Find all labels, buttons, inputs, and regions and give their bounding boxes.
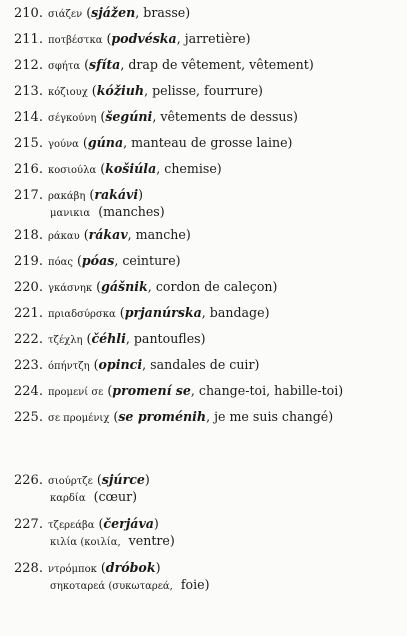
meaning: drap de vêtement, vêtement <box>128 57 309 72</box>
transliteration: kóžiuh <box>96 83 145 98</box>
entry-number: 220. <box>14 280 43 295</box>
entry-number: 218. <box>14 228 43 243</box>
entry-number: 216. <box>14 162 43 177</box>
entry-223: 223. όπήντζη (opinci, sandales de cuir) <box>14 357 260 373</box>
sub-line <box>14 490 401 506</box>
greek-word: τζέχλη <box>48 335 83 346</box>
entry-218: 218. ράκαυ (rákav, manche) <box>14 227 191 243</box>
entry-number: 212. <box>14 58 43 73</box>
transliteration: opinci <box>98 357 143 372</box>
entry-number: 214. <box>14 110 43 125</box>
sub-line <box>14 534 401 550</box>
greek-word: σε προμένιχ <box>48 413 110 424</box>
greek-word: ντρόμποκ <box>48 564 97 575</box>
entry-number: 228. <box>14 561 43 576</box>
entry-number: 226. <box>14 473 43 488</box>
greek-word: σιάζεν <box>48 9 83 20</box>
entry-number: 221. <box>14 306 43 321</box>
entry-221: 221. πριαδσύρσκα (prjanúrska, bandage) <box>14 305 270 321</box>
meaning: je me suis changé <box>214 409 329 424</box>
entry-210: 210. σιάζεν (sjážen, brasse) <box>14 5 191 21</box>
greek-gloss: κιλία (κοιλία, <box>50 537 121 548</box>
entry-number: 224. <box>14 384 43 399</box>
entry-227: 227. τζερεάβα (čerjáva) κιλία (κοιλία, ventre) <box>14 516 401 550</box>
entry-226: 226. σιούρτζε (sjúrce) καρδία (cœur) <box>14 472 401 506</box>
greek-word: γκάσνηκ <box>48 283 93 294</box>
greek-word: ποτβέστκα <box>48 35 103 46</box>
transliteration: gúna <box>87 135 124 150</box>
entry-number: 225. <box>14 410 43 425</box>
greek-word: κοσιούλα <box>48 165 97 176</box>
meaning: ceinture <box>122 253 176 268</box>
entry-222: 222. τζέχλη (čéhli, pantoufles) <box>14 331 206 347</box>
transliteration: sjážen <box>91 5 136 20</box>
entry-number: 213. <box>14 84 43 99</box>
entry-number: 215. <box>14 136 43 151</box>
entry-220: 220. γκάσνηκ (gášnik, cordon de caleçon) <box>14 279 278 295</box>
transliteration: rakávi <box>94 187 139 202</box>
greek-word: ρακάβη <box>48 191 86 202</box>
greek-word: κόζιουχ <box>48 87 88 98</box>
transliteration: gášnik <box>101 279 148 294</box>
greek-word: τζερεάβα <box>48 520 95 531</box>
entry-228: 228. ντρόμποκ (dróbok) σηκοταρεά (συκωταρεά, foie) <box>14 560 401 594</box>
entry-number: 223. <box>14 358 43 373</box>
greek-word: γούνα <box>48 139 79 150</box>
transliteration: šegúni <box>105 109 153 124</box>
meaning: change-toi, habille-toi <box>198 383 339 398</box>
meaning: cordon de caleçon <box>155 279 273 294</box>
greek-gloss: σηκοταρεά (συκωταρεά, <box>50 581 173 592</box>
greek-word: προμενί σε <box>48 387 104 398</box>
transliteration: čéhli <box>91 331 126 346</box>
gloss-text: foie) <box>180 577 210 592</box>
greek-word: πριαδσύρσκα <box>48 309 116 320</box>
meaning: manteau de grosse laine <box>131 135 288 150</box>
entry-215: 215. γούνα (gúna, manteau de grosse laine) <box>14 135 293 151</box>
entry-number: 217. <box>14 188 43 203</box>
entry-216: 216. κοσιούλα (košiúla, chemise) <box>14 161 222 177</box>
transliteration: rákav <box>88 227 128 242</box>
entry-number: 219. <box>14 254 43 269</box>
meaning: sandales de cuir <box>150 357 255 372</box>
greek-word: σέγκούνη <box>48 113 97 124</box>
transliteration: promení se <box>112 383 191 398</box>
greek-word: πόας <box>48 257 73 268</box>
greek-gloss: καρδία <box>50 493 86 504</box>
greek-word: σιούρτζε <box>48 476 93 487</box>
entry-224: 224. προμενί σε (promení se, change-toi, habille-toi) <box>14 383 344 399</box>
entry-211: 211. ποτβέστκα (podvéska, jarretière) <box>14 31 251 47</box>
meaning: chemise <box>164 161 217 176</box>
meaning: bandage <box>209 305 265 320</box>
transliteration: se proménih <box>118 409 207 424</box>
transliteration: póas <box>81 253 115 268</box>
entry-213: 213. κόζιουχ (kóžiuh, pelisse, fourrure) <box>14 83 263 99</box>
transliteration: sfíta <box>89 57 121 72</box>
greek-gloss: μανικια <box>50 208 91 219</box>
greek-word: σφήτα <box>48 61 81 72</box>
meaning: jarretière <box>184 31 246 46</box>
transliteration: podvéska <box>111 31 177 46</box>
entry-217: 217. ρακάβη (rakávi) μανικια (manches) <box>14 187 401 221</box>
entry-number: 227. <box>14 517 43 532</box>
meaning: vêtements de dessus <box>160 109 294 124</box>
entry-214: 214. σέγκούνη (šegúni, vêtements de dessus) <box>14 109 298 125</box>
gloss-text: (cœur) <box>93 489 138 504</box>
transliteration: sjúrce <box>101 472 145 487</box>
meaning: pantoufles <box>133 331 201 346</box>
greek-word: όπήντζη <box>48 361 90 372</box>
sub-line <box>14 205 401 221</box>
entry-number: 222. <box>14 332 43 347</box>
transliteration: prjanúrska <box>124 305 202 320</box>
gloss-text: ventre) <box>128 533 175 548</box>
meaning: brasse <box>143 5 186 20</box>
transliteration: čerjáva <box>103 516 154 531</box>
gloss-text: (manches) <box>98 204 165 219</box>
entry-212: 212. σφήτα (sfíta, drap de vêtement, vêtement) <box>14 57 314 73</box>
transliteration: dróbok <box>105 560 156 575</box>
greek-word: ράκαυ <box>48 231 80 242</box>
meaning: pelisse, fourrure <box>152 83 259 98</box>
entry-219: 219. πόας (póas, ceinture) <box>14 253 181 269</box>
entry-number: 210. <box>14 6 43 21</box>
transliteration: košiúla <box>105 161 157 176</box>
meaning: manche <box>135 227 186 242</box>
entry-number: 211. <box>14 32 43 47</box>
entry-225: 225. σε προμένιχ (se proménih, je me suis changé) <box>14 409 334 425</box>
sub-line <box>14 578 401 594</box>
